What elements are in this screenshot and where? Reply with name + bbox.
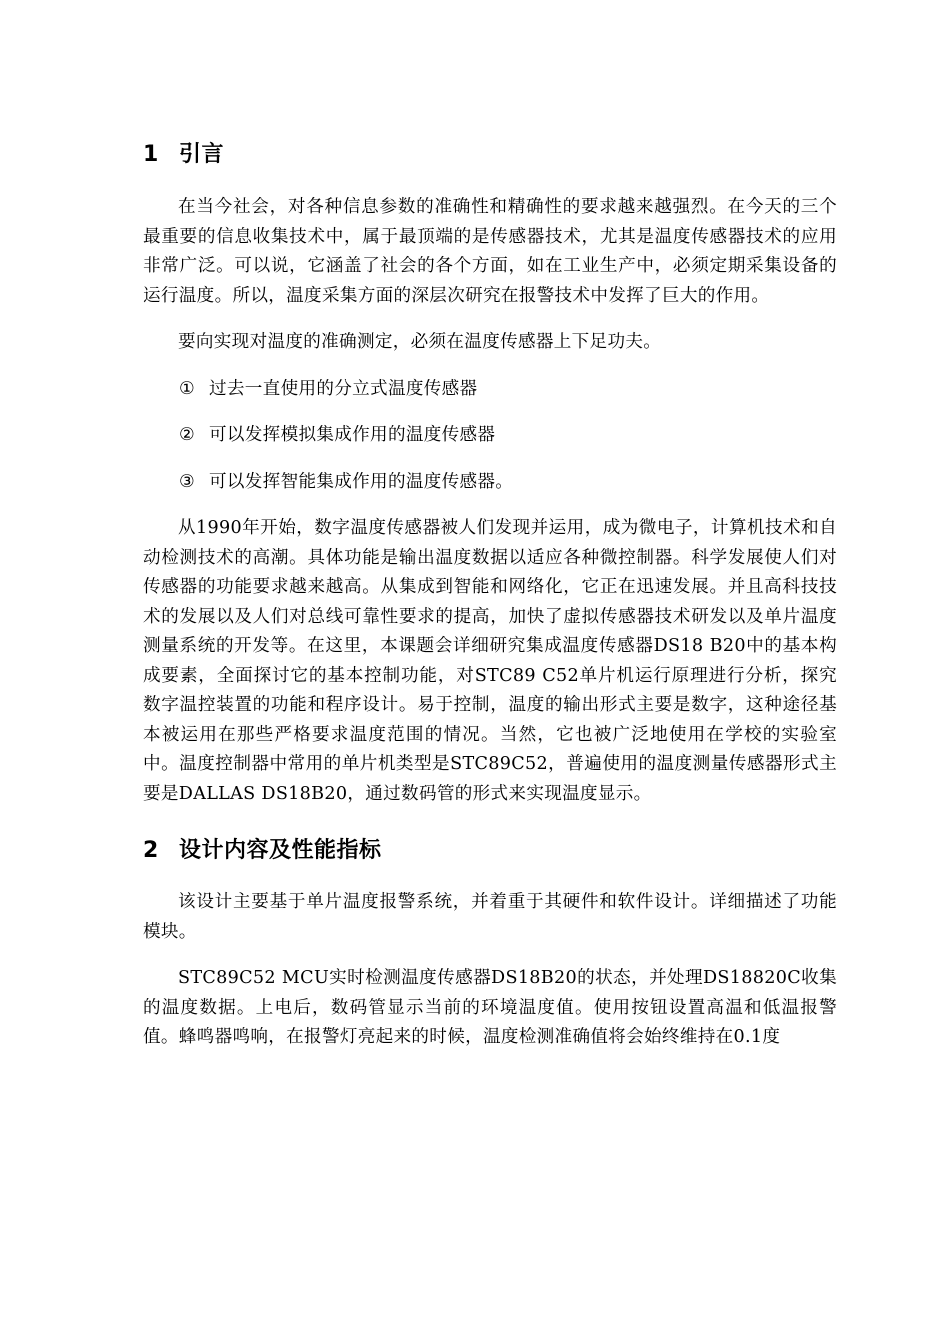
- section-2-heading: [143, 836, 837, 866]
- list-item: [143, 421, 837, 451]
- list-item: [143, 468, 837, 498]
- section-1-paragraph-1: 在当今社会，对各种信息参数的准确性和精确性的要求越来越强烈。在今天的三个最重要的信息收集技术中，属于最顶端的是传感器技术，尤其是温度传感器技术的应用非常广泛。可以说，它涵盖了社会的各个方面，如在工业生产中，必须定期采集设备的运行温度。所以，温度采集方面的深层次研究在报警技术中发挥了巨大的作用。: [143, 197, 837, 306]
- list-item-text: 可以发挥模拟集成作用的温度传感器: [209, 425, 496, 445]
- section-2-title: 设计内容及性能指标: [179, 838, 382, 863]
- list-item-text: 可以发挥智能集成作用的温度传感器。: [209, 471, 514, 492]
- section-2-paragraph-2: STC89C52 MCU实时检测温度传感器DS18B20的状态，并处理DS18820C收集的温度数据。上电后，数码管显示当前的环境温度值。使用按钮设置高温和低温报警值。蜂鸣器鸣响，在报警灯亮起来的时候，温度检测准确值将会始终维持在0.1度: [143, 968, 837, 1047]
- section-1-paragraph-3: 从1990年开始，数字温度传感器被人们发现并运用，成为微电子，计算机技术和自动检测技术的高潮。具体功能是输出温度数据以适应各种微控制器。科学发展使人们对传感器的功能要求越来越高。从集成到智能和网络化，它正在迅速发展。并且高科技技术的发展以及人们对总线可靠性要求的提高，加快了虚拟传感器技术研发以及单片温度测量系统的开发等。在这里，本课题会详细研究集成温度传感器DS18 B20中的基本构成要素，全面探讨它的基本控制功能，对STC89 C52单片机运行原理进行分析，探究数字温控装置的功能和程序设计。易于控制，温度的输出形式主要是数字，这种途径基本被运用在那些严格要求温度范围的情况。当然，它也被广泛地使用在学校的实验室中。温度控制器中常用的单片机类型是STC89C52，普遍使用的温度测量传感器形式主要是DALLAS DS18B20，通过数码管的形式来实现温度显示。: [143, 518, 837, 804]
- section-1-paragraph-2: 要向实现对温度的准确测定，必须在温度传感器上下足功夫。: [178, 332, 662, 352]
- list-marker: ③: [179, 471, 196, 492]
- list-item-text: 过去一直使用的分立式温度传感器: [209, 378, 478, 399]
- section-2-paragraph-1: 该设计主要基于单片温度报警系统，并着重于其硬件和软件设计。详细描述了功能模块。: [143, 892, 837, 942]
- list-marker: ①: [179, 378, 196, 399]
- section-1-title: 引言: [179, 142, 225, 167]
- section-1-heading: [143, 140, 837, 170]
- list-item: [143, 375, 837, 405]
- document-body: [143, 128, 837, 1070]
- list-marker: ②: [179, 425, 196, 445]
- section-2-number: 2: [143, 838, 159, 863]
- section-1-number: 1: [143, 142, 159, 167]
